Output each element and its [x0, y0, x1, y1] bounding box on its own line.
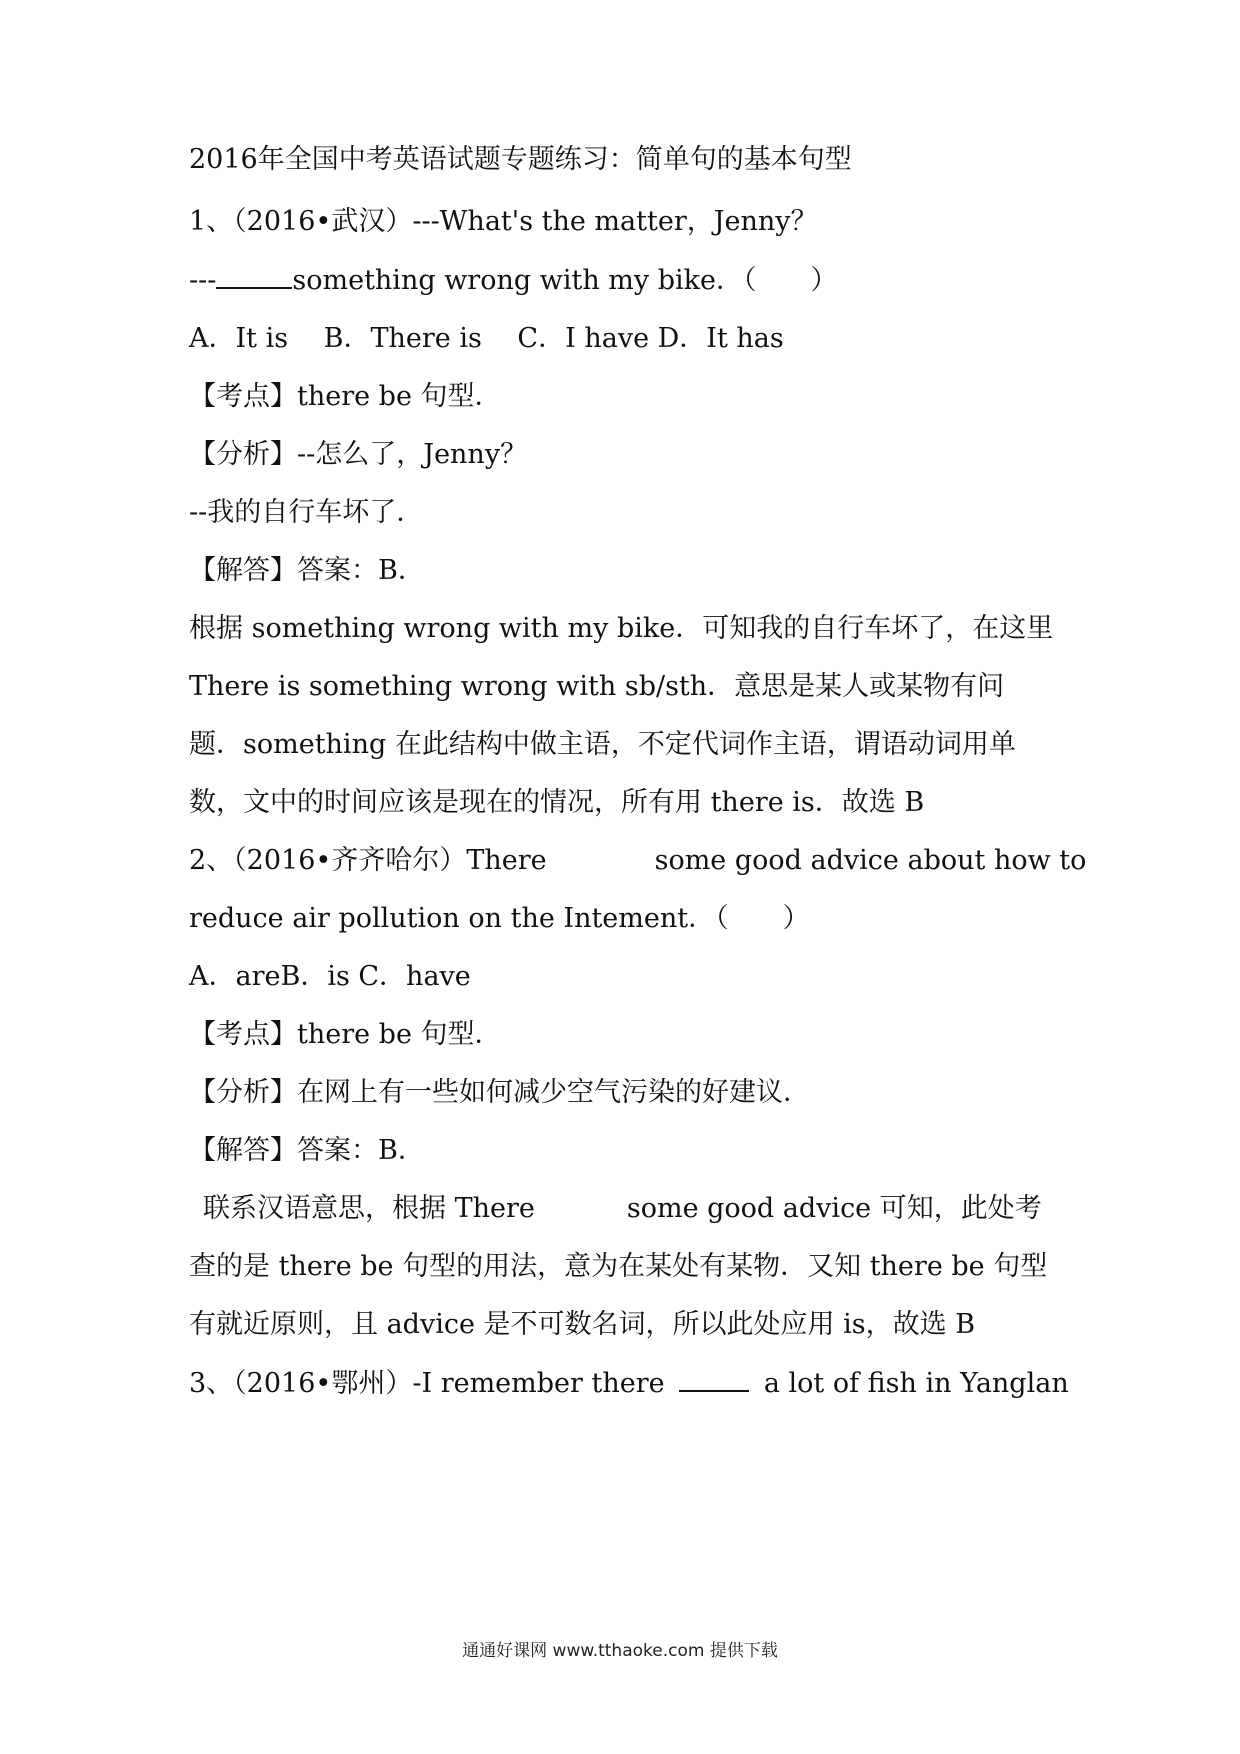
q1-stem-prefix: ---: [189, 265, 217, 296]
q1-fenxi: 【分析】--怎么了，Jenny？: [189, 439, 528, 470]
q2-stem-line-2: reduce air pollution on the Intement．（ ）: [189, 903, 810, 934]
q2-explanation-line-2: 查的是 there be 句型的用法，意为在某处有某物．又知 there be 句型: [189, 1251, 1048, 1282]
q1-options: A．It is B．There is C．I have D．It has: [189, 323, 784, 354]
q1-explanation-line-2: There is something wrong with sb/sth．意思是某人或某物有问: [189, 671, 1005, 702]
q2-kaodian: 【考点】there be 句型．: [189, 1019, 502, 1050]
q2-stem-left: 2、（2016•齐齐哈尔）There: [189, 845, 547, 876]
q1-stem-suffix: something wrong with my bike．（ ）: [292, 265, 838, 296]
q1-answer-blank: [216, 263, 292, 289]
document-title: 2016年全国中考英语试题专题练习：简单句的基本句型: [189, 144, 852, 175]
q2-explanation-left: 联系汉语意思，根据 There: [203, 1193, 535, 1224]
q3-stem-right: a lot of fish in Yanglan: [763, 1368, 1069, 1399]
q1-explanation-line-4: 数，文中的时间应该是现在的情况，所有用 there is．故选 B: [189, 787, 925, 818]
q1-kaodian: 【考点】there be 句型．: [189, 381, 502, 412]
q1-explanation-line-3: 题．something 在此结构中做主语，不定代词作主语，谓语动词用单: [189, 729, 1016, 760]
page-footer: 通通好课网 www.tthaoke.com 提供下载: [462, 1641, 778, 1661]
q3-stem-left: 3、（2016•鄂州）-I remember there: [189, 1368, 665, 1399]
q1-explanation-line-1: 根据 something wrong with my bike．可知我的自行车坏了，在这里: [189, 613, 1054, 644]
q1-stem-line-2: [189, 263, 1059, 298]
q2-explanation-right: some good advice 可知，此处考: [626, 1193, 1042, 1224]
q3-stem-line-1: [189, 1366, 1069, 1401]
q2-stem-right: some good advice about how to: [654, 845, 1087, 876]
q2-explanation-line-3: 有就近原则，且 advice 是不可数名词，所以此处应用 is，故选 B: [189, 1309, 976, 1340]
q2-fenxi: 【分析】在网上有一些如何减少空气污染的好建议．: [189, 1077, 810, 1108]
q2-explanation-line-1: [203, 1192, 1059, 1226]
q2-options: A．areB．is C．have: [189, 961, 471, 992]
q1-fenxi-2: --我的自行车坏了．: [189, 497, 424, 528]
q2-jieda: 【解答】答案：B．: [189, 1135, 425, 1166]
q3-answer-blank: [679, 1366, 749, 1392]
q2-stem-line-1: [189, 844, 1087, 878]
q1-stem-line-1: 1、（2016•武汉）---What's the matter，Jenny？: [189, 206, 818, 237]
q1-jieda: 【解答】答案：B．: [189, 555, 425, 586]
